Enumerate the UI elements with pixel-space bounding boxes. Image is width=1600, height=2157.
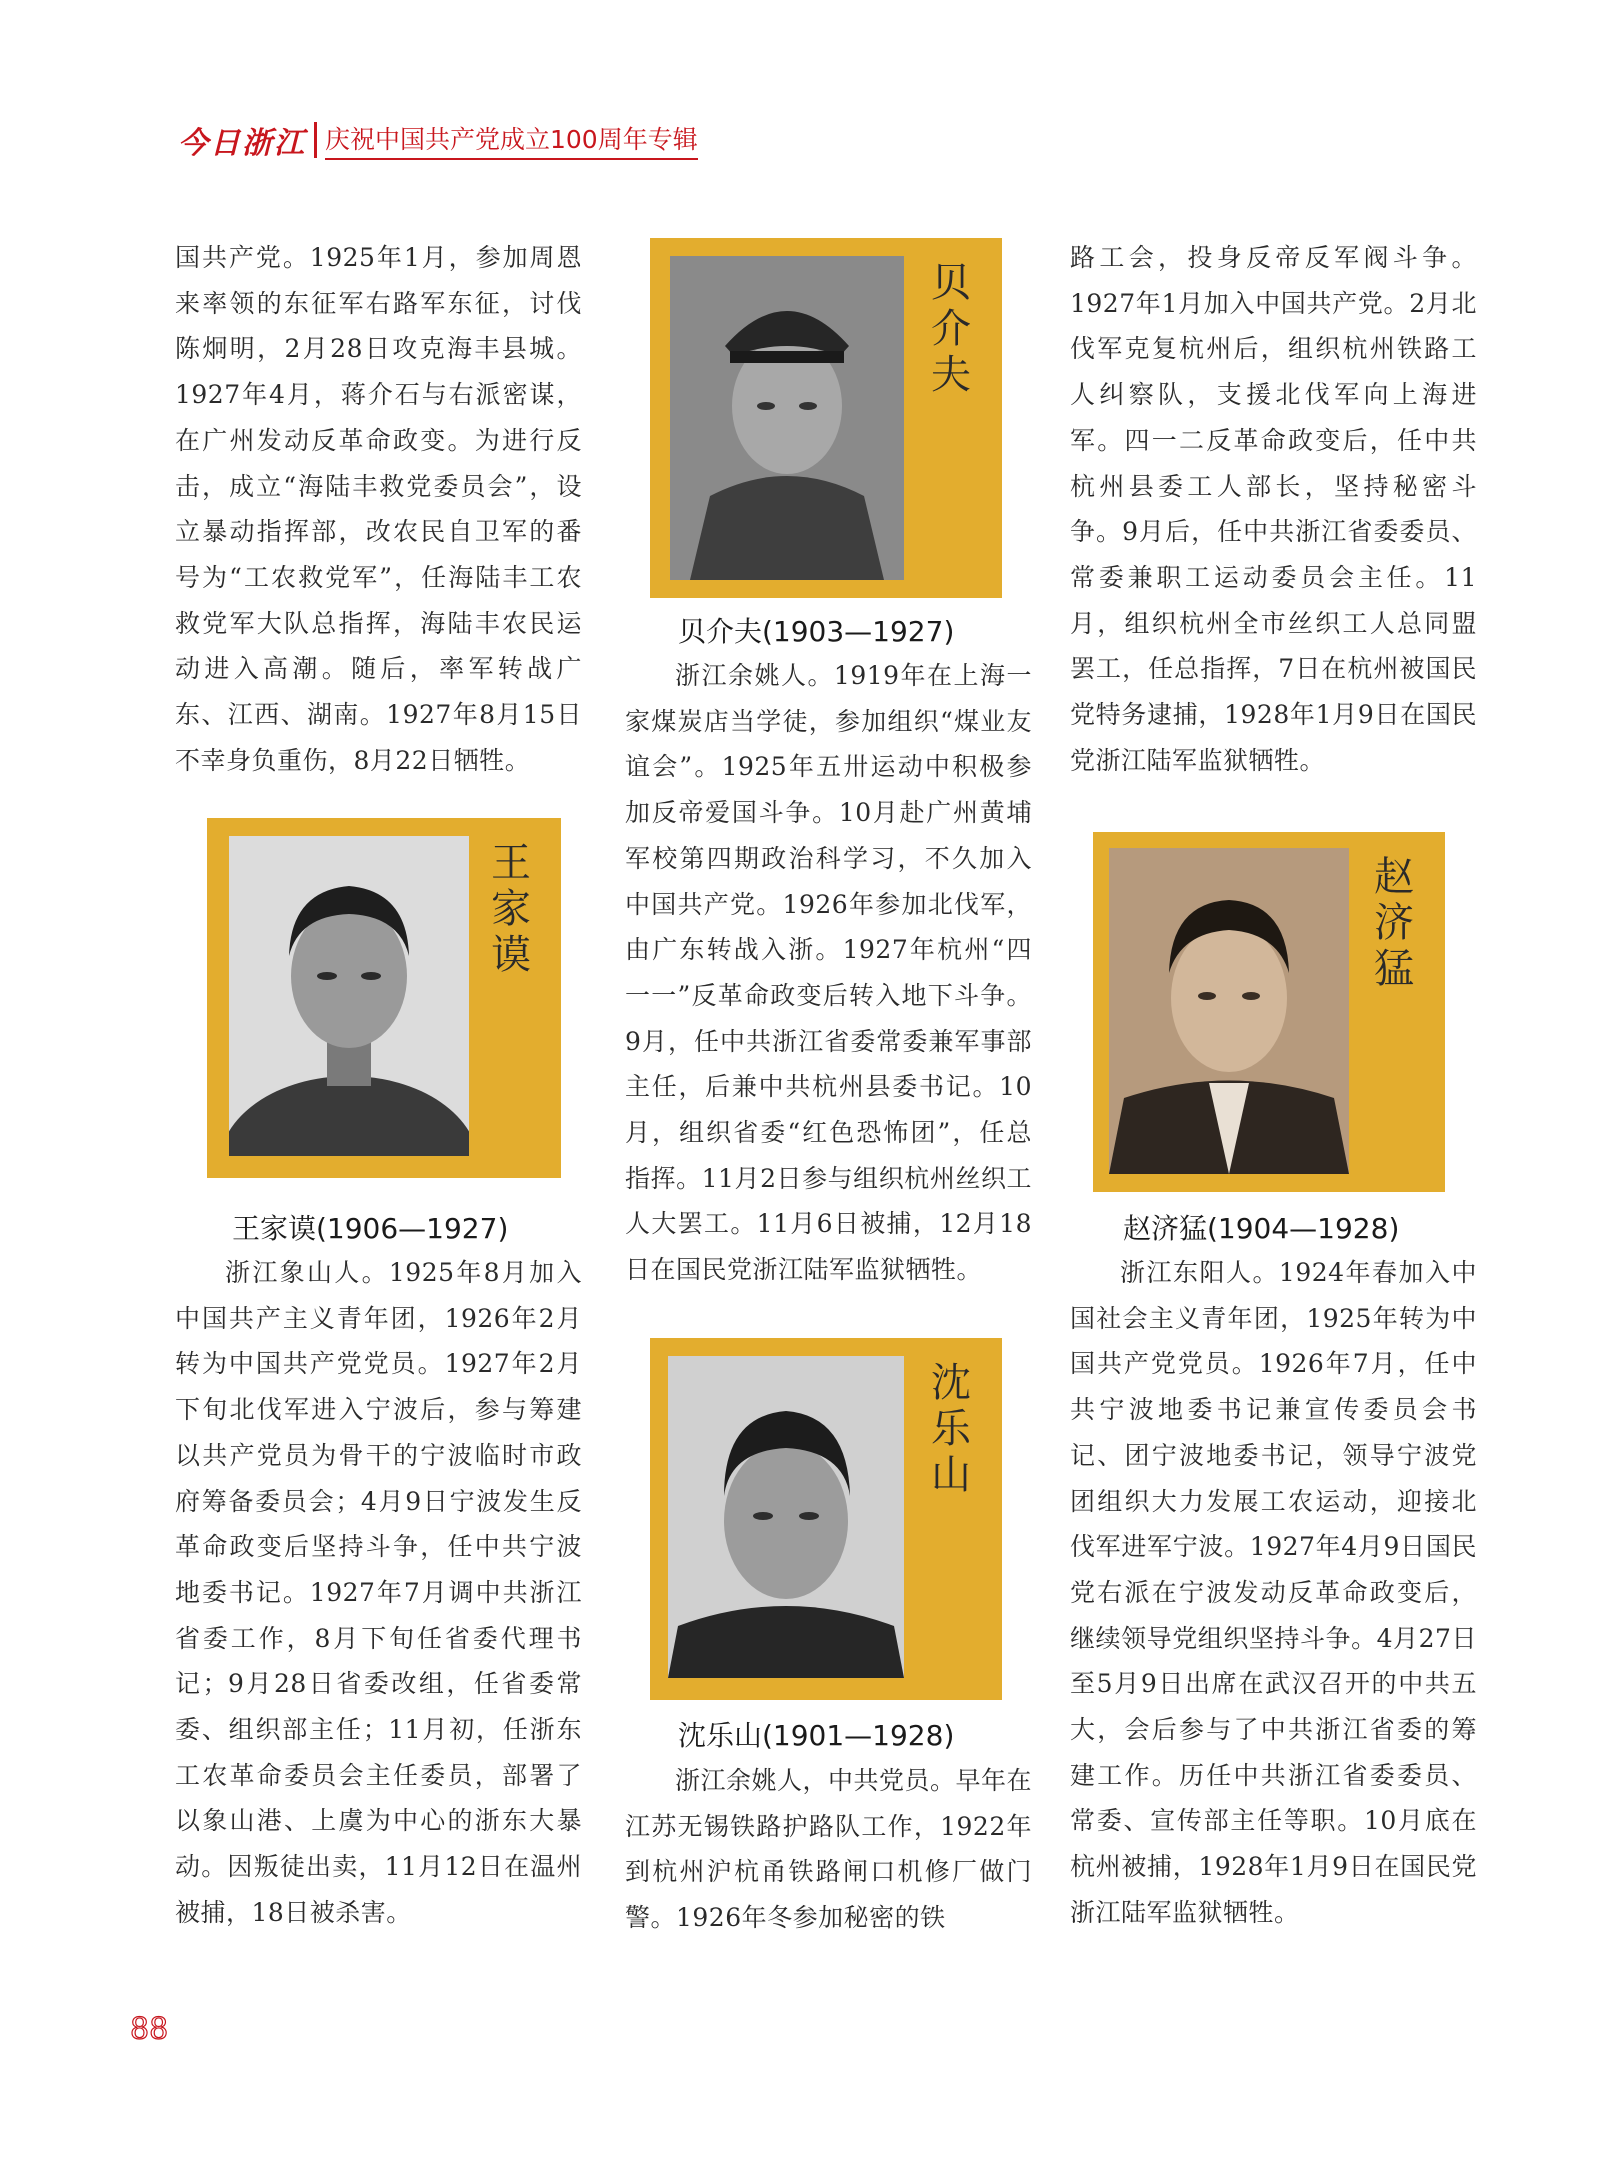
- portrait-block-bei: [650, 238, 1002, 598]
- portrait-photo-shen: [668, 1356, 904, 1678]
- page-number: 88: [130, 2012, 169, 2047]
- magazine-logo: 今日浙江: [178, 126, 306, 161]
- header-divider: [314, 122, 317, 158]
- caption-wang: 王家谟(1906—1927): [232, 1212, 509, 1245]
- bio-bei: 浙江余姚人。1919年在上海一家煤炭店当学徒，参加组织“煤业友谊会”。1925年五卅运动中积极参加反帝爱国斗争。10月赴广州黄埔军校第四期政治科学习，不久加入中国共产党。1926年参加北伐军，由广东转战入浙。1927年杭州“四一一”反革命政变后转入地下斗争。9月，任中共浙江省委常委兼军事部主任，后兼中共杭州县委书记。10月，组织省委“红色恐怖团”，任总指挥。11月2日参与组织杭州丝织工人大罢工。11月6日被捕，12月18日在国民党浙江陆军监狱牺牲。: [625, 661, 1032, 1285]
- column3-continued-text: 路工会，投身反帝反军阀斗争。1927年1月加入中国共产党。2月北伐军克复杭州后，组织杭州铁路工人纠察队，支援北伐军向上海进军。四一二反革命政变后，任中共杭州县委工人部长，坚持秘密斗争。9月后，任中共浙江省委委员、常委兼职工运动委员会主任。11月，组织杭州全市丝织工人总同盟罢工，任总指挥，7日在杭州被国民党特务逮捕，1928年1月9日在国民党浙江陆军监狱牺牲。: [1070, 243, 1477, 775]
- portrait-photo-wang: [229, 836, 469, 1156]
- page-header: [178, 120, 698, 160]
- bio-zhao: 浙江东阳人。1924年春加入中国社会主义青年团，1925年转为中国共产党党员。1926年7月，任中共宁波地委书记兼宣传委员会书记、团宁波地委书记，领导宁波党团组织大力发展工农运动，迎接北伐军进军宁波。1927年4月9日国民党右派在宁波发动反革命政变后，继续领导党组织坚持斗争。4月27日至5月9日出席在武汉召开的中共五大，会后参与了中共浙江省委的筹建工作。历任中共浙江省委委员、常委、宣传部主任等职。10月底在杭州被捕，1928年1月9日在国民党浙江陆军监狱牺牲。: [1070, 1258, 1477, 1927]
- portrait-vertical-name-bei: 贝介夫: [931, 260, 971, 398]
- column1-continued-text: 国共产党。1925年1月，参加周恩来率领的东征军右路军东征，讨伐陈炯明，2月28日攻克海丰县城。1927年4月，蒋介石与右派密谋，在广州发动反革命政变。为进行反击，成立“海陆丰救党委员会”，设立暴动指挥部，改农民自卫军的番号为“工农救党军”，任海陆丰工农救党军大队总指挥，海陆丰农民运动进入高潮。随后，率军转战广东、江西、湖南。1927年8月15日不幸身负重伤，8月22日牺牲。: [175, 243, 582, 775]
- portrait-vertical-name-shen: 沈乐山: [931, 1360, 971, 1498]
- caption-zhao: 赵济猛(1904—1928): [1123, 1212, 1400, 1245]
- portrait-vertical-name-zhao: 赵济猛: [1374, 854, 1414, 992]
- portrait-block-zhao: [1093, 832, 1445, 1192]
- portrait-photo-bei: [670, 256, 904, 580]
- section-subtitle: 庆祝中国共产党成立100周年专辑: [325, 120, 698, 160]
- portrait-block-shen: [650, 1338, 1002, 1700]
- portrait-block-wang: [207, 818, 561, 1178]
- caption-shen: 沈乐山(1901—1928): [678, 1719, 955, 1752]
- bio-shen: 浙江余姚人，中共党员。早年在江苏无锡铁路护路队工作，1922年到杭州沪杭甬铁路闸口机修厂做门警。1926年冬参加秘密的铁: [625, 1766, 1033, 1933]
- caption-bei: 贝介夫(1903—1927): [678, 615, 955, 648]
- portrait-vertical-name-wang: 王家谟: [491, 840, 531, 978]
- bio-wang: 浙江象山人。1925年8月加入中国共产主义青年团，1926年2月转为中国共产党党员。1927年2月下旬北伐军进入宁波后，参与筹建以共产党员为骨干的宁波临时市政府筹备委员会；4月9日宁波发生反革命政变后坚持斗争，任中共宁波地委书记。1927年7月调中共浙江省委工作，8月下旬任省委代理书记；9月28日省委改组，任省委常委、组织部主任；11月初，任浙东工农革命委员会主任委员，部署了以象山港、上虞为中心的浙东大暴动。因叛徒出卖，11月12日在温州被捕，18日被杀害。: [175, 1258, 582, 1927]
- portrait-photo-zhao: [1109, 848, 1349, 1174]
